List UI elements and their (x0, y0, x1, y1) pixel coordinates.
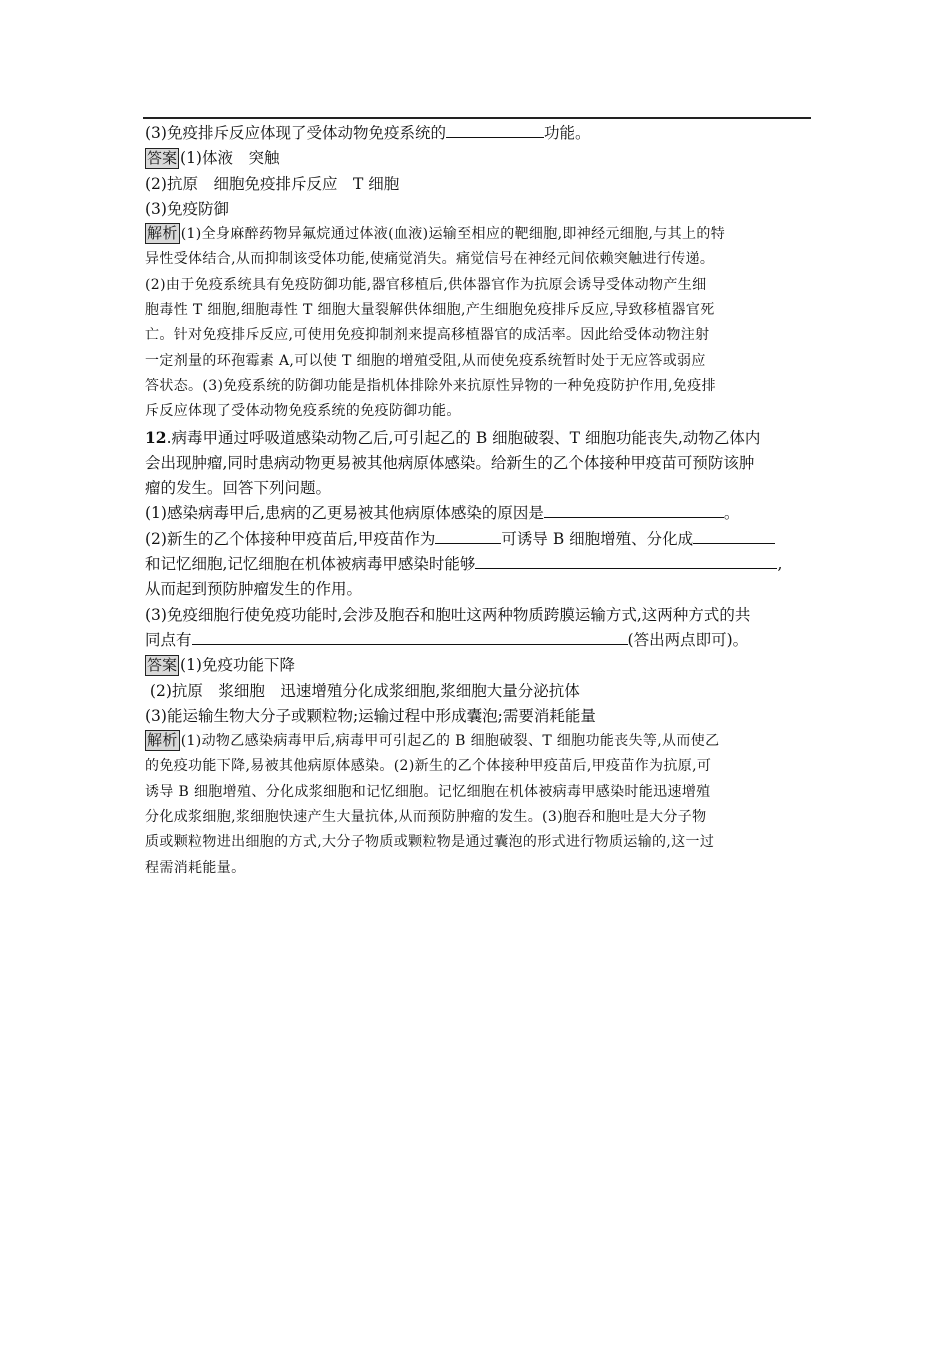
prev-analysis-line: (2)由于免疫系统具有免疫防御功能,器官移植后,供体器官作为抗原会诱导受体动物产生细 (145, 276, 707, 293)
answer-blank[interactable] (446, 122, 544, 138)
q12-analysis-line: 质或颗粒物进出细胞的方式,大分子物质或颗粒物是通过囊泡的形式进行物质运输的,这一过 (145, 834, 715, 851)
answer-blank[interactable] (693, 528, 775, 544)
question-number: 12 (145, 427, 167, 447)
q12-sub-2-cont: 和记忆细胞,记忆细胞在机体被病毒甲感染时能够 , (145, 555, 783, 574)
prev-analysis-line: 亡。针对免疫排斥反应,可使用免疫抑制剂来提高移植器官的成活率。因此给受体动物注射 (145, 327, 710, 344)
prev-analysis-line: 胞毒性 T 细胞,细胞毒性 T 细胞大量裂解供体细胞,产生细胞免疫排斥反应,导致移植器官死 (145, 302, 715, 319)
prev-answer-line-3: (3)免疫防御 (145, 199, 229, 218)
prev-question-3: (3)免疫排斥反应体现了受体动物免疫系统的 功能。 (145, 124, 591, 142)
prev-analysis-line: 解析 (1)全身麻醉药物异氟烷通过体液(血液)运输至相应的靶细胞,即神经元细胞,与其上的特 (147, 224, 726, 243)
q12-sub-3-cont: 同点有 (答出两点即可)。 (145, 630, 749, 649)
q12-answer-line-3: (3)能运输生物大分子或颗粒物;运输过程中形成囊泡;需要消耗能量 (145, 706, 596, 725)
q12-sub-3: (3)免疫细胞行使免疫功能时,会涉及胞吞和胞吐这两种物质跨膜运输方式,这两种方式的共 (145, 605, 751, 624)
prev-answer-line-2: (2)抗原 细胞免疫排斥反应 T 细胞 (145, 174, 400, 193)
q12-answer-line-1: 答案 (1)免疫功能下降 (147, 656, 295, 675)
q12-analysis-line: 程需消耗能量。 (145, 859, 246, 876)
q12-stem-line: 12.病毒甲通过呼吸道感染动物乙后,可引起乙的 B 细胞破裂、T 细胞功能丧失,动物乙体内 (145, 427, 761, 447)
answer-tag: 答案 (147, 149, 178, 168)
content (145, 121, 811, 881)
q12-sub-2: (2)新生的乙个体接种甲疫苗后,甲疫苗作为 可诱导 B 细胞增殖、分化成 (145, 527, 811, 552)
q12-answer-line-2: (2)抗原 浆细胞 迅速增殖分化成浆细胞,浆细胞大量分泌抗体 (145, 681, 580, 700)
q12-stem-line: 瘤的发生。回答下列问题。 (145, 479, 332, 498)
q12-analysis-line: 的免疫功能下降,易被其他病原体感染。(2)新生的乙个体接种甲疫苗后,甲疫苗作为抗原,可 (145, 758, 712, 775)
q12-sub-1: (1)感染病毒甲后,患病的乙更易被其他病原体感染的原因是 。 (145, 504, 740, 523)
prev-analysis-line: 一定剂量的环孢霉素 A,可以使 T 细胞的增殖受阻,从而使免疫系统暂时处于无应答或弱应 (145, 352, 706, 369)
header-rule (143, 117, 811, 119)
q12-analysis-line: 分化成浆细胞,浆细胞快速产生大量抗体,从而预防肿瘤的发生。(3)胞吞和胞吐是大分子物 (145, 809, 707, 826)
q12-sub-2-end: 从而起到预防肿瘤发生的作用。 (145, 580, 363, 599)
prev-answer-line-1: 答案 (1)体液 突触 (147, 149, 280, 168)
q12-analysis-line: 解析 (1)动物乙感染病毒甲后,病毒甲可引起乙的 B 细胞破裂、T 细胞功能丧失等,从而使乙 (147, 731, 720, 750)
answer-blank[interactable] (192, 629, 628, 645)
answer-tag: 答案 (147, 656, 178, 675)
answer-blank[interactable] (435, 528, 501, 544)
analysis-tag: 解析 (147, 224, 178, 243)
analysis-tag: 解析 (147, 731, 178, 750)
q12-stem-line: 会出现肿瘤,同时患病动物更易被其他病原体感染。给新生的乙个体接种甲疫苗可预防该肿 (145, 453, 755, 472)
prev-analysis-line: 异性受体结合,从而抑制该受体功能,使痛觉消失。痛觉信号在神经元间依赖突触进行传递。 (145, 251, 715, 268)
answer-blank[interactable] (544, 502, 724, 518)
q12-analysis-line: 诱导 B 细胞增殖、分化成浆细胞和记忆细胞。记忆细胞在机体被病毒甲感染时能迅速增殖 (145, 783, 711, 800)
answer-blank[interactable] (475, 553, 777, 569)
prev-analysis-line: 斥反应体现了受体动物免疫系统的免疫防御功能。 (145, 403, 461, 420)
prev-analysis-line: 答状态。(3)免疫系统的防御功能是指机体排除外来抗原性异物的一种免疫防护作用,免疫排 (145, 377, 716, 394)
